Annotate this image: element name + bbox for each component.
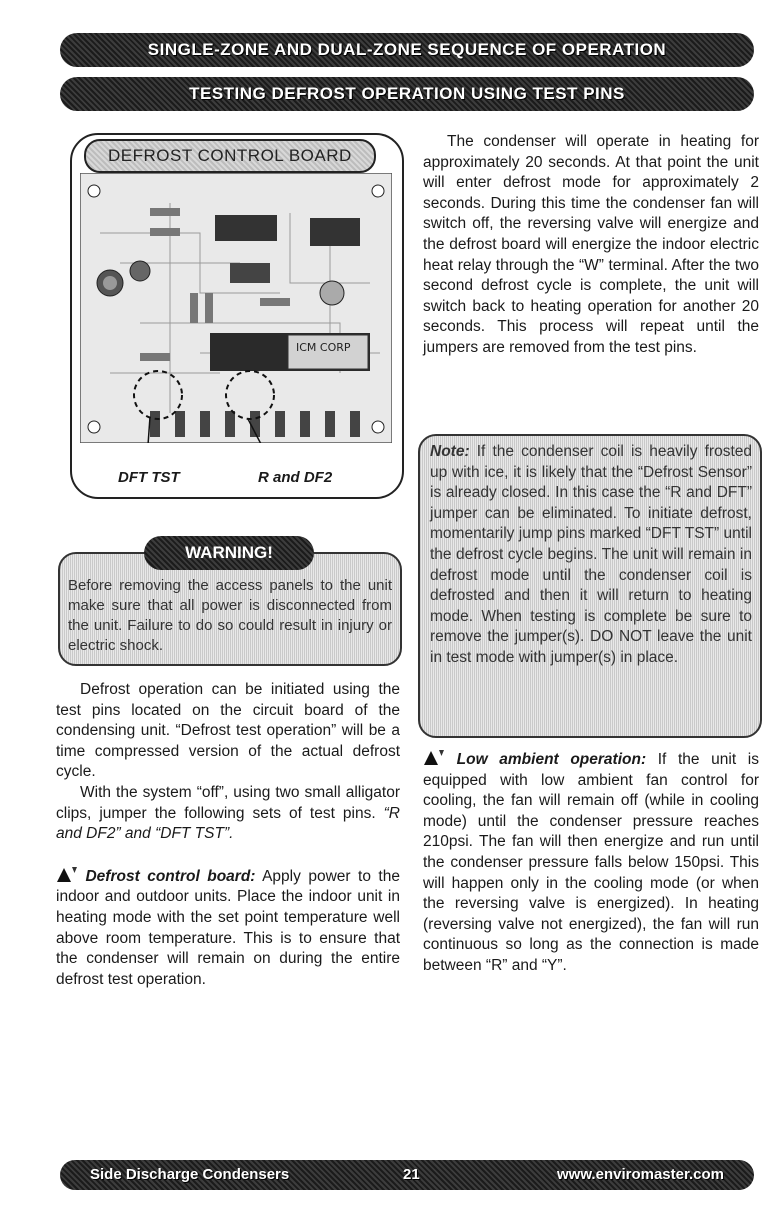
defrost-board-heading: Defrost control board: [85, 867, 256, 885]
footer-website[interactable]: www.enviromaster.com [556, 1166, 724, 1183]
right-column [423, 132, 759, 359]
defrost-board-text: Apply power to the indoor and outdoor units. Place the indoor unit in heating mode with the set point temperature well above room temperature. This is to ensure that the condenser will remain on during the entire defrost test operation. [56, 867, 400, 988]
paragraph-heating-cycle: The condenser will operate in heating for approximately 20 seconds. At that point the unit will enter defrost mode for approximately 2 seconds. During this time the condenser fan will switch off, the reversing valve will energize and the defrost board will energize the indoor electric heat relay through the “W” terminal. After the two second defrost cycle is complete, the unit will switch back to heating operation for another 20 seconds. This process will repeat until the jumpers are removed from the test pins. [423, 133, 759, 356]
jumper-pins: “R and DF2” and “DFT TST”. [56, 804, 400, 843]
warning-triangle-icon [56, 867, 78, 883]
low-ambient-heading: Low ambient operation: [456, 751, 647, 768]
low-ambient-text: If the unit is equipped with low ambient fan control for cooling, the fan will remain off (while in cooling mode) until the condenser pressure reaches 210psi. The fan will then energize and run until the condenser pressure falls below 150psi. This will happen only in the cooling mode (or when the reversing valve is energized). In heating (reversing valve not energized), the fan will run continuous so long as the connection is made between “R” and “Y”. [423, 751, 759, 974]
warning-box [58, 543, 402, 666]
defrost-board-figure [70, 133, 404, 499]
warning-text: Before removing the access panels to the unit make sure that all power is disconnected from the unit. Failure to do so could result in injury or electric shock. [68, 577, 392, 654]
page-number: 21 [403, 1166, 420, 1183]
dft-tst-label: DFT TST [118, 469, 180, 486]
section-title-banner [60, 33, 754, 67]
note-label: Note: [430, 443, 470, 460]
paragraph-defrost-board [56, 867, 400, 991]
figure-title: DEFROST CONTROL BOARD [84, 139, 376, 173]
footer-product: Side Discharge Condensers [90, 1166, 290, 1183]
note-box [418, 434, 762, 738]
subsection-title: TESTING DEFROST OPERATION USING TEST PINS [189, 84, 625, 103]
section-title: SINGLE-ZONE AND DUAL-ZONE SEQUENCE OF OPERATION [147, 40, 667, 59]
left-column [56, 680, 400, 990]
jumper-text: With the system “off”, using two small alligator clips, jumper the following sets of test pins. [56, 783, 400, 822]
warning-title: WARNING! [144, 536, 314, 570]
paragraph-jumper [56, 783, 400, 845]
paragraph-defrost-intro: Defrost operation can be initiated using the test pins located on the circuit board of the condensing unit. “Defrost test operation” will be a time compressed version of the actual defrost cycle. [56, 681, 400, 781]
circuit-board-image [80, 173, 392, 443]
relay-chip-label: ICM CORP [296, 341, 351, 354]
note-text [430, 442, 752, 669]
low-ambient-section [423, 750, 759, 977]
page-footer [60, 1160, 754, 1190]
note-body: If the condenser coil is heavily frosted up with ice, it is likely that the “Defrost Sensor” is already closed. In this case the “R and DFT” jumper can be eliminated. To initiate defrost, momentarily jump pins marked “DFT TST” until the defrost cycle begins. The unit will remain in defrost mode until the condenser coil is defrosted and then it will return to heating mode. When testing is complete be sure to remove the jumper(s). DO NOT leave the unit in test mode with jumper(s) in place. [430, 443, 752, 666]
r-df2-label: R and DF2 [258, 469, 333, 486]
paragraph-low-ambient [423, 750, 759, 977]
warning-triangle-icon [423, 750, 445, 766]
subsection-title-banner [60, 77, 754, 111]
